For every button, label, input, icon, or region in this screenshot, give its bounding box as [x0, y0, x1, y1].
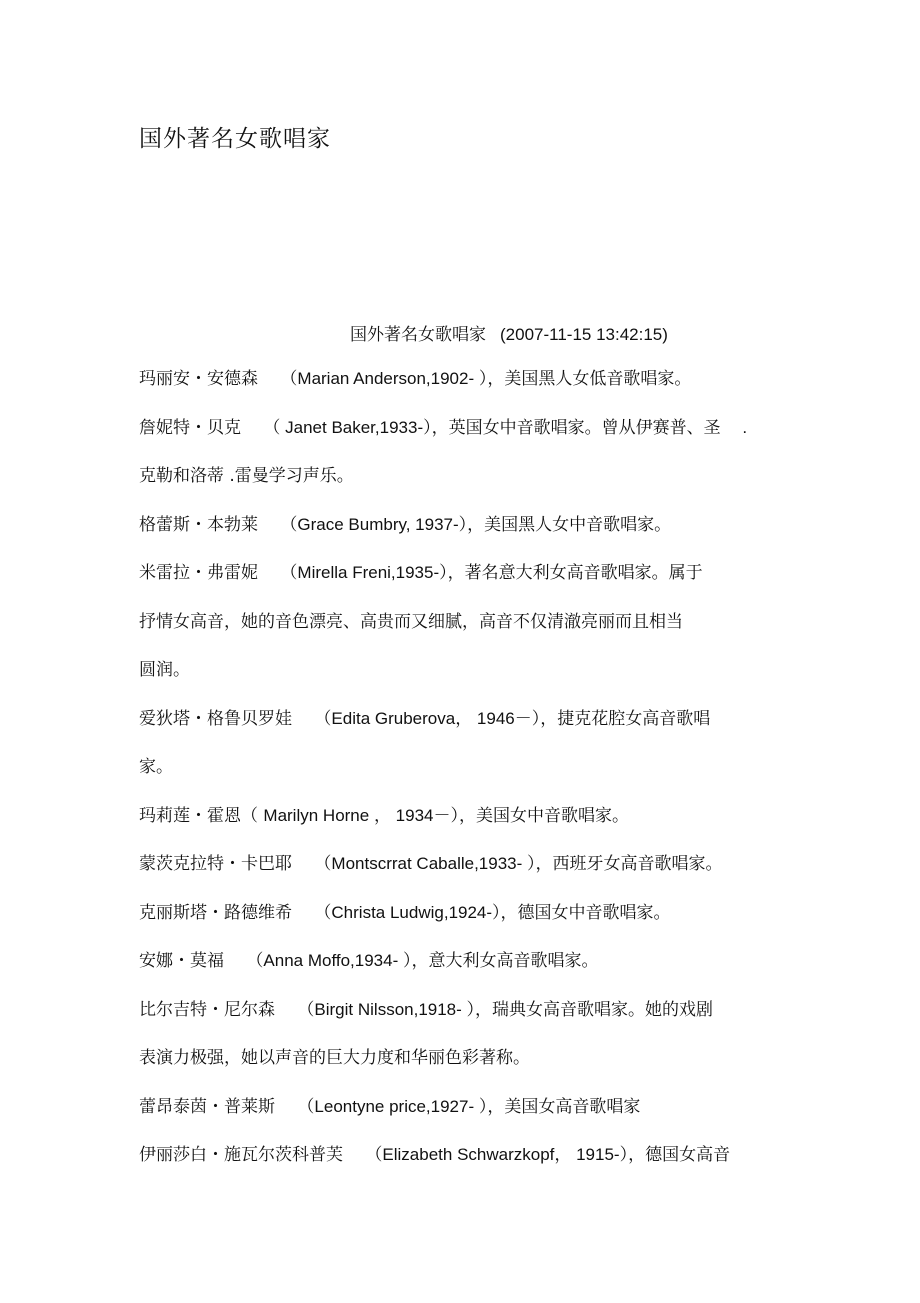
text-line: [139, 366, 799, 415]
line-gap: [258, 563, 280, 583]
text-line: [139, 560, 799, 609]
document-title: 国外著名女歌唱家: [139, 126, 331, 152]
line-text-detail: （Elizabeth Schwarzkopf， 1915-），德国女高音: [365, 1145, 731, 1164]
line-text-detail: Marilyn Horne ， 1934－），美国女中音歌唱家。: [263, 805, 629, 825]
line-text-detail: （ Janet Baker,1933-），英国女中音歌唱家。曾从伊赛普、圣 .: [263, 417, 748, 437]
line-text-detail: （Montscrrat Caballe,1933- ），西班牙女高音歌唱家。: [314, 854, 723, 873]
text-line: [139, 851, 799, 900]
line-gap: [241, 418, 263, 438]
line-text-detail: （Edita Gruberova， 1946－），捷克花腔女高音歌唱: [314, 708, 711, 728]
line-gap: [275, 1097, 297, 1117]
text-line: [139, 1142, 799, 1191]
text-line: [139, 948, 799, 997]
line-text-detail: （Grace Bumbry, 1937-），美国黑人女中音歌唱家。: [280, 514, 672, 534]
line-text-detail: （Marian Anderson,1902- ），美国黑人女低音歌唱家。: [280, 369, 692, 388]
text-line: [139, 1045, 799, 1094]
text-line: [139, 997, 799, 1046]
post-timestamp: (2007-11-15 13:42:15): [500, 325, 668, 344]
line-text-cn: 抒情女高音，她的音色漂亮、高贵而又细腻，高音不仅清澈亮丽而且相当: [139, 611, 683, 632]
text-line: [139, 463, 799, 512]
line-gap: [258, 369, 280, 389]
line-text-cn: 比尔吉特・尼尔森: [139, 999, 275, 1020]
line-gap: [275, 1000, 297, 1020]
singer-list: [139, 366, 799, 1191]
text-line: [139, 512, 799, 561]
line-gap: [343, 1145, 365, 1165]
text-line: [139, 415, 799, 464]
line-text-cn: 蒙茨克拉特・卡巴耶: [139, 854, 292, 874]
line-gap: [292, 854, 314, 874]
text-line: [139, 609, 799, 658]
line-text-detail: （Leontyne price,1927- ），美国女高音歌唱家: [297, 1096, 641, 1116]
line-text-detail: （Christa Ludwig,1924-），德国女中音歌唱家。: [314, 902, 671, 922]
line-text-cn: 玛莉莲・霍恩（: [139, 805, 258, 826]
line-text-cn: 安娜・莫福: [139, 951, 224, 971]
line-text-cn: 爱狄塔・格鲁贝罗娃: [139, 708, 292, 729]
line-text-cn: 表演力极强，她以声音的巨大力度和华丽色彩著称。: [139, 1048, 530, 1068]
line-gap: [292, 709, 314, 729]
line-gap: [224, 951, 246, 971]
line-text-cn: 克丽斯塔・路德维希: [139, 902, 292, 923]
line-text-cn: 伊丽莎白・施瓦尔茨科普芙: [139, 1145, 343, 1165]
text-line: [139, 803, 799, 852]
line-text-cn: 玛丽安・安德森: [139, 369, 258, 389]
post-heading: [350, 320, 668, 345]
line-text-cn: 格蕾斯・本勃莱: [139, 514, 258, 535]
line-gap: [258, 515, 280, 535]
text-line: [139, 900, 799, 949]
text-line: [139, 706, 799, 755]
line-text-cn: 詹妮特・贝克: [139, 417, 241, 438]
line-text-cn: 克勒和洛蒂 .雷曼学习声乐。: [139, 466, 354, 486]
post-heading-title: 国外著名女歌唱家: [350, 325, 486, 345]
line-text-detail: （Anna Moffo,1934- ），意大利女高音歌唱家。: [246, 951, 599, 970]
line-text-cn: 家。: [139, 757, 173, 777]
text-line: [139, 1094, 799, 1143]
line-text-detail: （Birgit Nilsson,1918- ），瑞典女高音歌唱家。她的戏剧: [297, 999, 714, 1019]
line-text-cn: 米雷拉・弗雷妮: [139, 563, 258, 583]
line-text-cn: 蕾昂泰茵・普莱斯: [139, 1096, 275, 1117]
line-text-detail: （Mirella Freni,1935-），著名意大利女高音歌唱家。属于: [280, 563, 703, 582]
text-line: [139, 657, 799, 706]
text-line: [139, 754, 799, 803]
line-text-cn: 圆润。: [139, 660, 190, 680]
line-gap: [292, 903, 314, 923]
